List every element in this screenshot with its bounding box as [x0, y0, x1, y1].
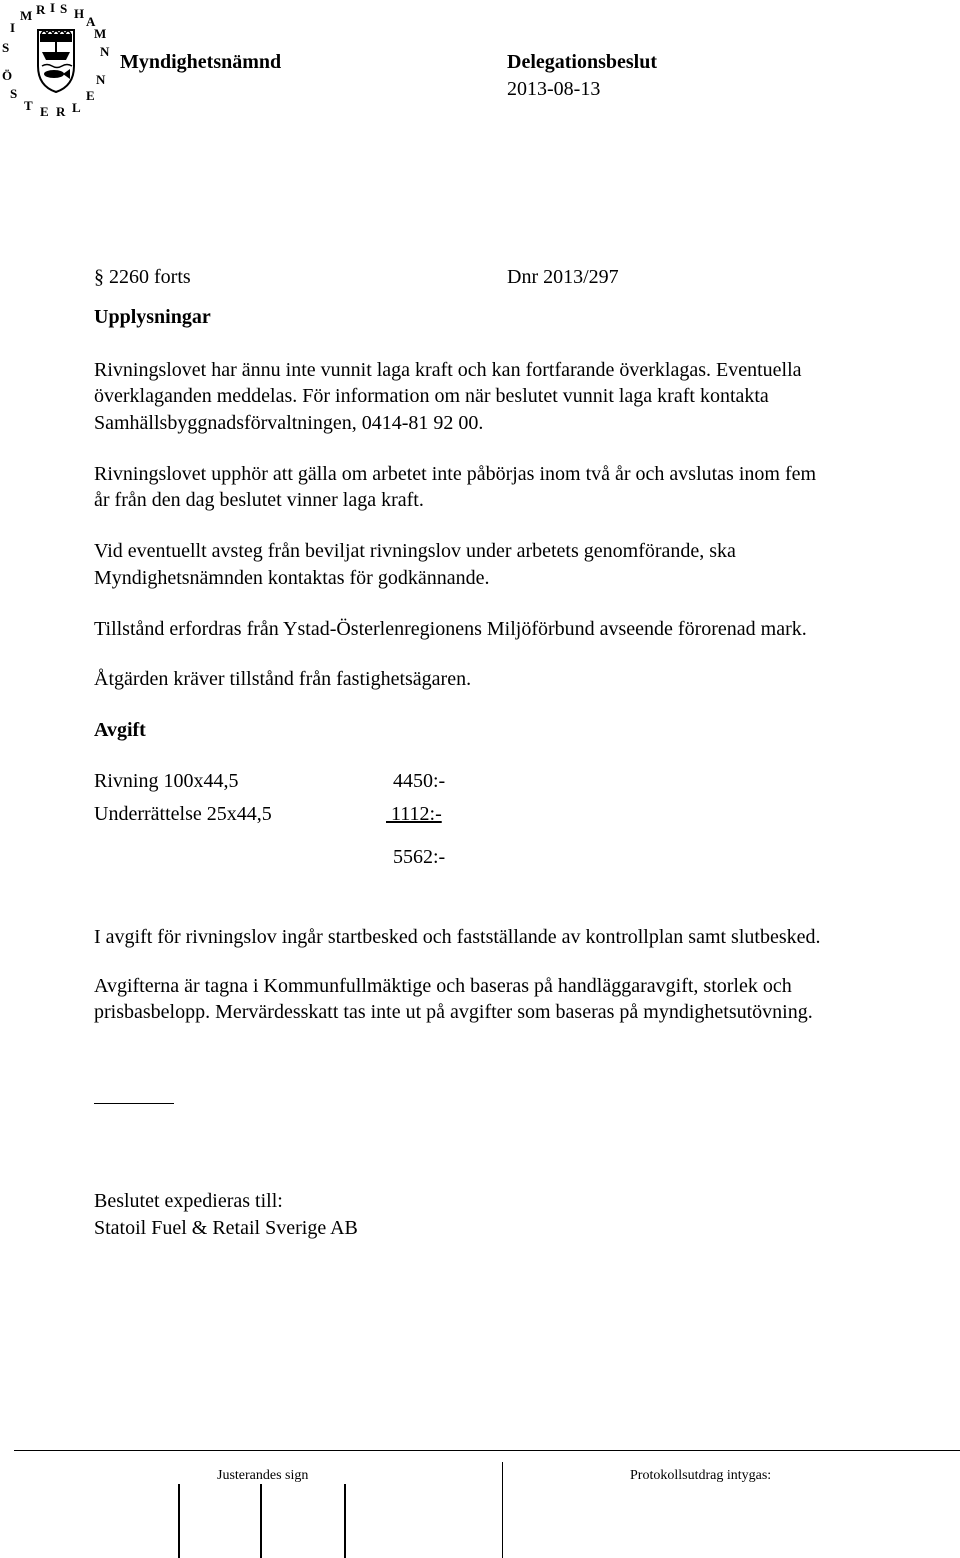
fee-row-label: Rivning 100x44,5 — [94, 770, 239, 792]
fee-row-amount: 1112:- — [386, 803, 442, 825]
footer-divider — [14, 1450, 960, 1451]
section-number: 2260 forts — [109, 266, 191, 288]
paragraph-line: år från den dag beslutet vinner laga kraft. — [94, 489, 424, 511]
justerandes-sign-label: Justerandes sign — [217, 1468, 309, 1483]
document-type: Delegationsbeslut — [507, 51, 657, 73]
expedieras-label: Beslutet expedieras till: — [94, 1190, 283, 1212]
municipal-seal-logo: S I M R I S H A M N Ö S T E R L E N — [0, 0, 112, 118]
paragraph-line: I avgift för rivningslov ingår startbesked och fastställande av kontrollplan samt slutbesked. — [94, 926, 821, 948]
upplysningar-heading: Upplysningar — [94, 306, 211, 328]
avgift-heading: Avgift — [94, 719, 146, 741]
section-reference — [94, 264, 191, 290]
footer-column-divider — [502, 1462, 503, 1558]
paragraph-line: Myndighetsnämnden kontaktas för godkännande. — [94, 567, 490, 589]
paragraph-line: Avgifterna är tagna i Kommunfullmäktige och baseras på handläggaravgift, storlek och — [94, 975, 792, 997]
paragraph-line: överklaganden meddelas. För information om när beslutet vunnit laga kraft kontakta — [94, 385, 769, 407]
expedieras-recipient: Statoil Fuel & Retail Sverige AB — [94, 1217, 358, 1239]
paragraph-line: prisbasbelopp. Mervärdesskatt tas inte ut på avgifter som baseras på myndighetsutövning. — [94, 1001, 813, 1023]
paragraph-line: Rivningslovet upphör att gälla om arbetet inte påbörjas inom två år och avslutas inom fem — [94, 463, 817, 485]
document-date: 2013-08-13 — [507, 78, 601, 100]
signature-box-line — [260, 1484, 262, 1558]
fee-total: 5562:- — [393, 846, 446, 868]
organization-name: Myndighetsnämnd — [120, 51, 282, 73]
section-symbol: § — [94, 266, 104, 288]
fee-row-label: Underrättelse 25x44,5 — [94, 803, 272, 825]
signature-box-line — [178, 1484, 180, 1558]
paragraph-line: Rivningslovet har ännu inte vunnit laga kraft och kan fortfarande överklagas. Eventuella — [94, 359, 802, 381]
paragraph-line: Tillstånd erfordras från Ystad-Österlenregionens Miljöförbund avseende förorenad mark. — [94, 618, 807, 640]
paragraph-line: Åtgärden kräver tillstånd från fastighetsägaren. — [94, 668, 472, 690]
signature-box-line — [344, 1484, 346, 1558]
paragraph-line: Samhällsbyggnadsförvaltningen, 0414-81 92 00. — [94, 412, 484, 434]
paragraph-line: Vid eventuellt avsteg från beviljat rivningslov under arbetets genomförande, ska — [94, 540, 736, 562]
fee-row-amount: 4450:- — [393, 770, 446, 792]
protokollsutdrag-label: Protokollsutdrag intygas: — [630, 1468, 772, 1483]
section-divider — [94, 1103, 174, 1104]
dnr-number: Dnr 2013/297 — [507, 266, 619, 288]
